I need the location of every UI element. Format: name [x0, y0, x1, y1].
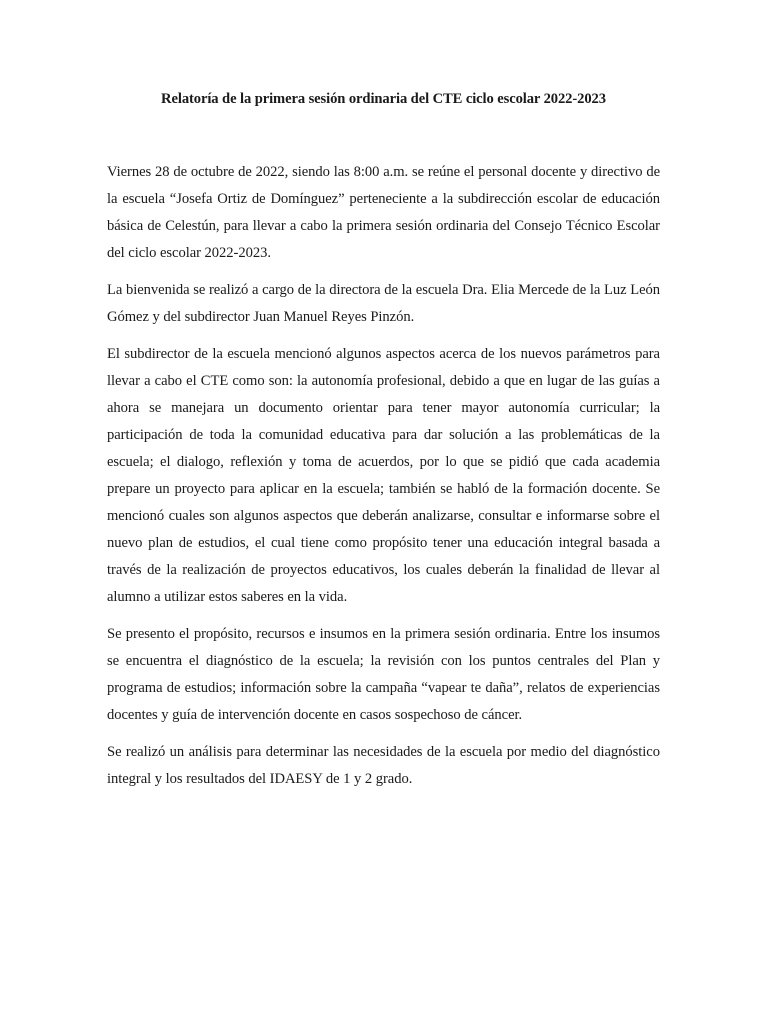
document-page	[107, 88, 660, 803]
paragraph-purpose-resources: Se presento el propósito, recursos e insumos en la primera sesión ordinaria. Entre los insumos se encuentra el diagnóstico de la escuela; la revisión con los puntos centrales del Plan y programa de estudios; información sobre la campaña “vapear te daña”, relatos de experiencias docentes y guía de intervención docente en casos sospechoso de cáncer.	[107, 626, 660, 723]
document-title: Relatoría de la primera sesión ordinaria del CTE ciclo escolar 2022-2023	[161, 91, 606, 107]
paragraph-session-opening: Viernes 28 de octubre de 2022, siendo las 8:00 a.m. se reúne el personal docente y directivo de la escuela “Josefa Ortiz de Domínguez” perteneciente a la subdirección escolar de educación básica de Celestún, para llevar a cabo la primera sesión ordinaria del Consejo Técnico Escolar del ciclo escolar 2022-2023.	[107, 164, 660, 261]
paragraph-new-parameters: El subdirector de la escuela mencionó algunos aspectos acerca de los nuevos parámetros para llevar a cabo el CTE como son: la autonomía profesional, debido a que en lugar de las guías a ahora se manejara un documento orientar para tener mayor autonomía curricular; la participación de toda la comunidad educativa para dar solución a las problemáticas de la escuela; el dialogo, reflexión y toma de acuerdos, por lo que se pidió que cada academia prepare un proyecto para aplicar en la escuela; también se habló de la formación docente. Se mencionó cuales son algunos aspectos que deberán analizarse, consultar e informarse sobre el nuevo plan de estudios, el cual tiene como propósito tener una educación integral basada a través de la realización de proyectos educativos, los cuales deberán la finalidad de llevar al alumno a utilizar estos saberes en la vida.	[107, 346, 660, 605]
paragraph-analysis: Se realizó un análisis para determinar las necesidades de la escuela por medio del diagnóstico integral y los resultados del IDAESY de 1 y 2 grado.	[107, 744, 660, 787]
paragraph-welcome: La bienvenida se realizó a cargo de la directora de la escuela Dra. Elia Mercede de la Luz León Gómez y del subdirector Juan Manuel Reyes Pinzón.	[107, 282, 660, 325]
document-body	[107, 159, 660, 793]
